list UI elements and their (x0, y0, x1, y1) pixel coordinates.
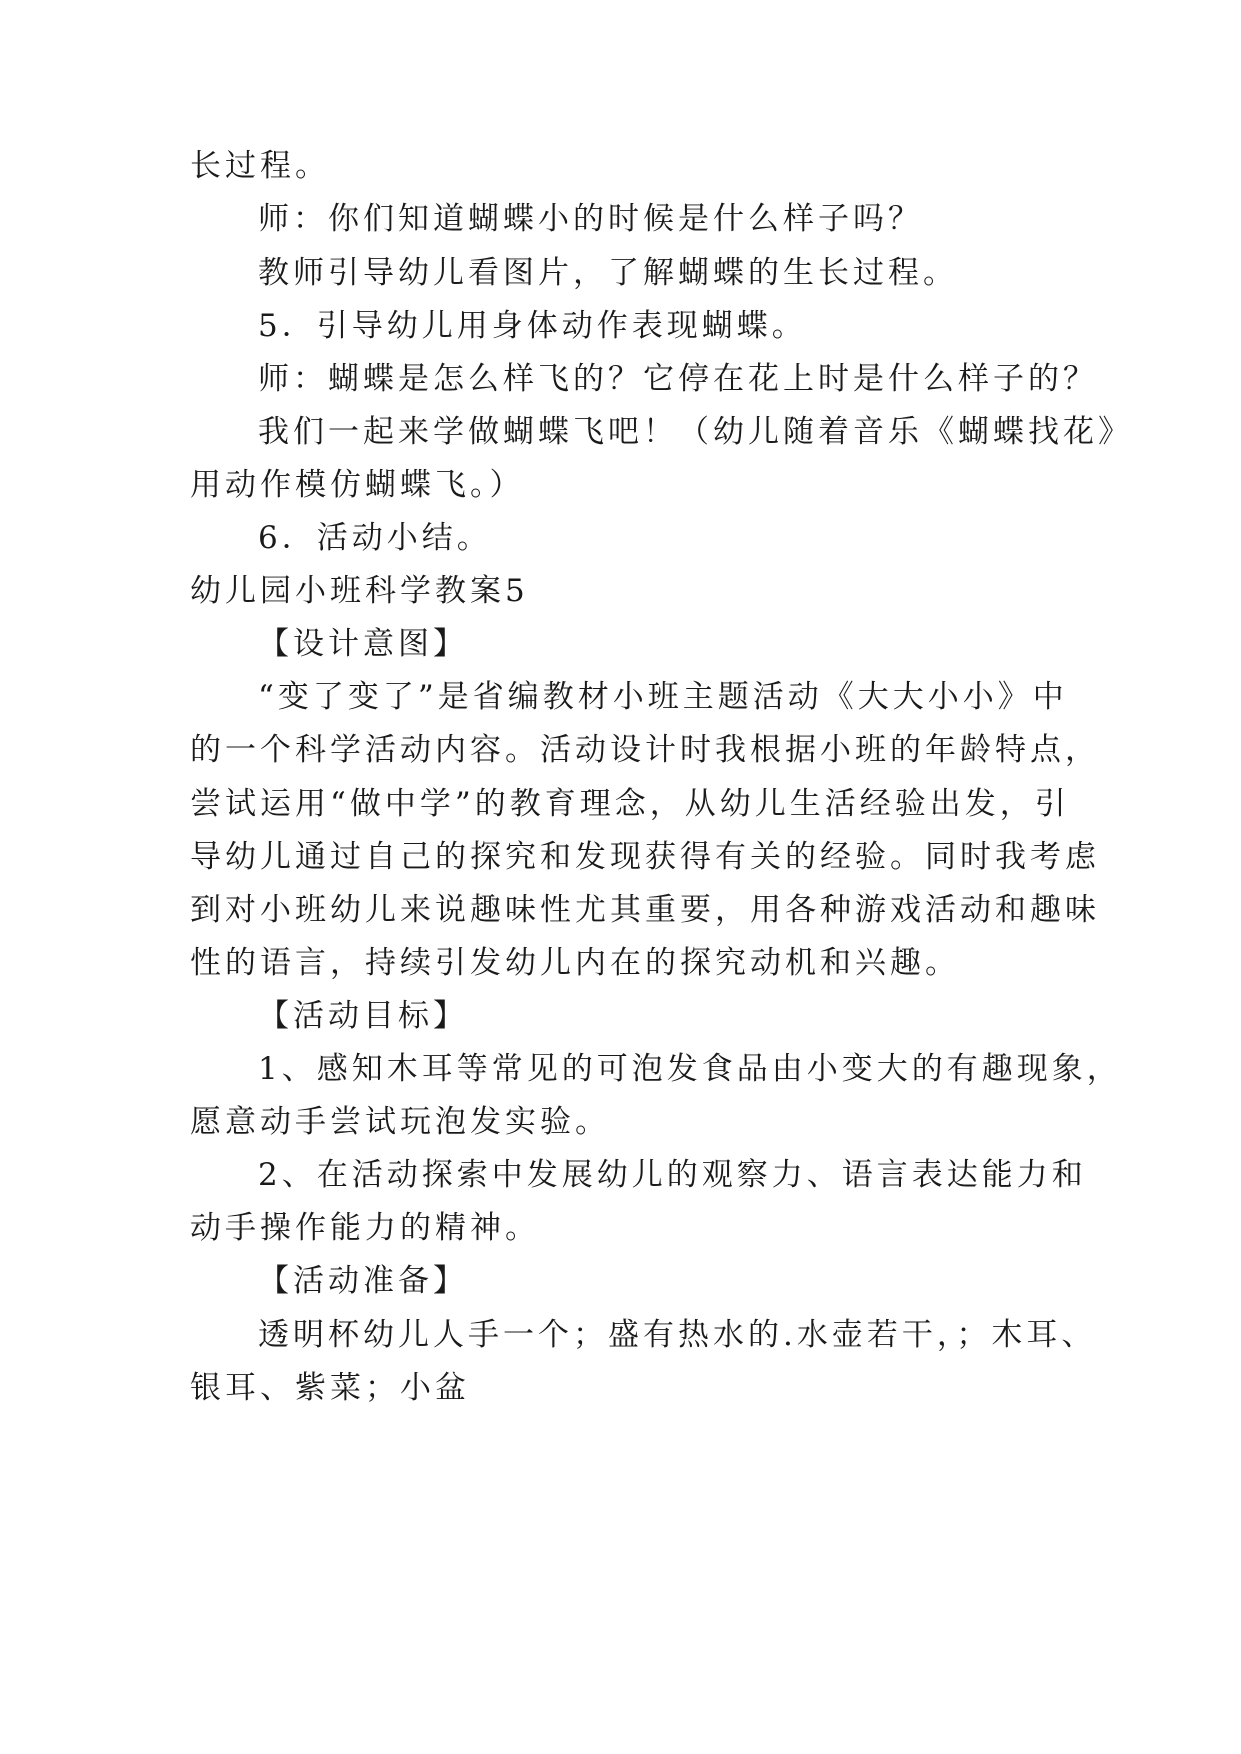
text-line: 师：你们知道蝴蝶小的时候是什么样子吗？ (258, 201, 923, 237)
text-line: 师：蝴蝶是怎么样飞的？它停在花上时是什么样子的？ (258, 361, 1098, 397)
section-heading: 【活动准备】 (258, 1263, 468, 1299)
section-heading: 【设计意图】 (258, 626, 468, 662)
text-line: 我们一起来学做蝴蝶飞吧！（幼儿随着音乐《蝴蝶找花》 (258, 414, 1133, 450)
list-item-heading: 6．活动小结。 (258, 520, 492, 556)
paragraph-line: 尝试运用“做中学”的教育理念，从幼儿生活经验出发，引 (190, 786, 1070, 822)
paragraph-line: 的一个科学活动内容。活动设计时我根据小班的年龄特点， (190, 732, 1100, 768)
paragraph-line: 银耳、紫菜；小盆 (190, 1370, 470, 1406)
text-line: 教师引导幼儿看图片，了解蝴蝶的生长过程。 (258, 255, 958, 291)
paragraph-line: 1、感知木耳等常见的可泡发食品由小变大的有趣现象， (258, 1051, 1122, 1087)
paragraph-line: 导幼儿通过自己的探究和发现获得有关的经验。同时我考虑 (190, 839, 1100, 875)
paragraph-line: 动手操作能力的精神。 (190, 1210, 540, 1246)
paragraph-line: 性的语言，持续引发幼儿内在的探究动机和兴趣。 (190, 945, 960, 981)
section-title: 幼儿园小班科学教案5 (190, 573, 529, 609)
paragraph-line: “变了变了”是省编教材小班主题活动《大大小小》中 (258, 679, 1068, 715)
paragraph-line: 到对小班幼儿来说趣味性尤其重要，用各种游戏活动和趣味 (190, 892, 1100, 928)
text-line: 用动作模仿蝴蝶飞。） (190, 467, 525, 503)
paragraph-line: 2、在活动探索中发展幼儿的观察力、语言表达能力和 (258, 1157, 1087, 1193)
section-heading: 【活动目标】 (258, 998, 468, 1034)
list-item-heading: 5．引导幼儿用身体动作表现蝴蝶。 (258, 308, 807, 344)
paragraph-line: 透明杯幼儿人手一个；盛有热水的.水壶若干，；木耳、 (258, 1317, 1097, 1353)
paragraph-line: 愿意动手尝试玩泡发实验。 (190, 1104, 610, 1140)
text-line: 长过程。 (190, 148, 330, 184)
